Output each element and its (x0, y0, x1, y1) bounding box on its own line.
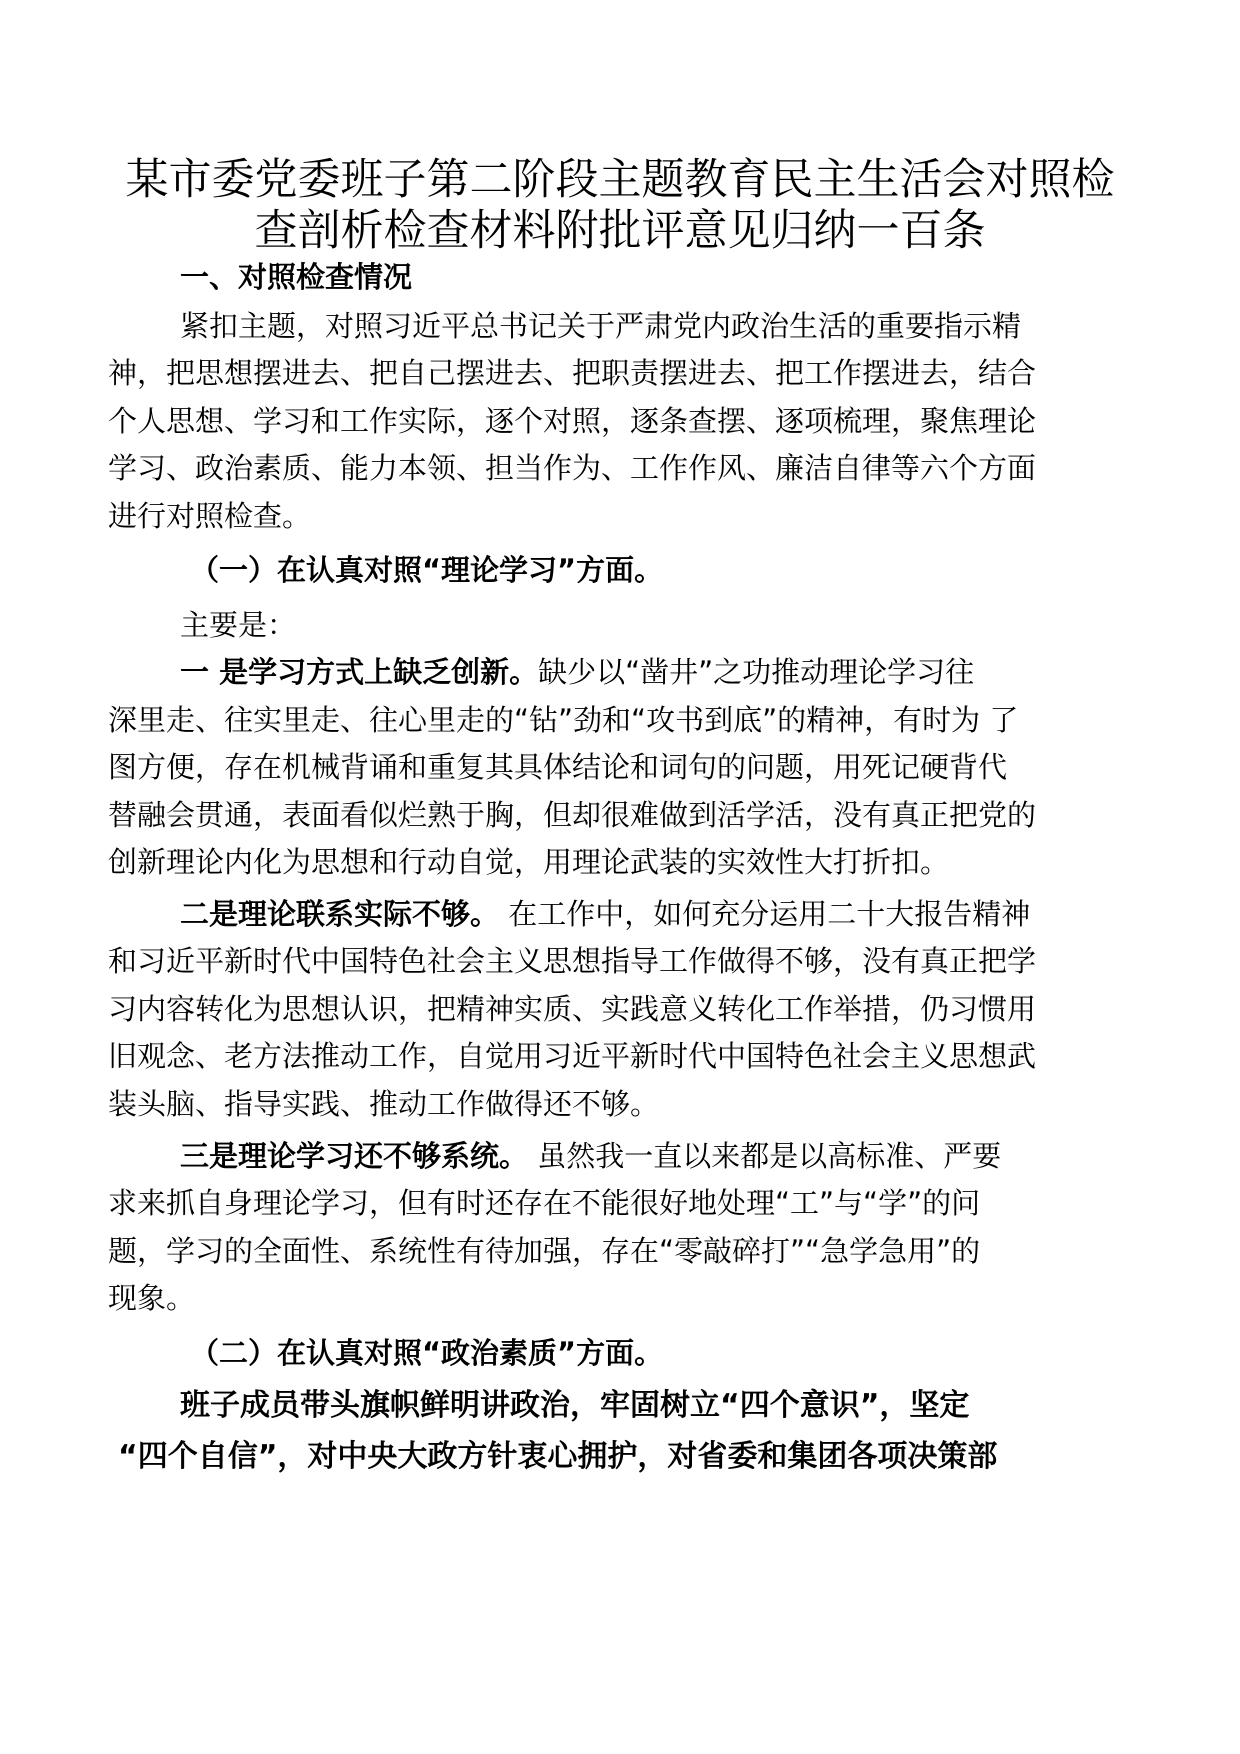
point-2-line-2: 和习近平新时代中国特色社会主义思想指导工作做得不够，没有真正把学 (108, 944, 1037, 978)
point-2-first-rest: 在工作中，如何充分运用二十大报告精神 (499, 897, 1031, 931)
closing-line-2: “四个自信”，对中央大政方针衷心拥护，对省委和集团各项决策部 (118, 1439, 998, 1474)
intro-line-2: 神，把思想摆进去、把自己摆进去、把职责摆进去、把工作摆进去，结合 (108, 356, 1037, 390)
point-1-line-2: 深里走、往实里走、往心里走的“钻”劲和“攻书到底”的精神，有时为 了 (108, 703, 1019, 737)
point-3-line-3: 题，学习的全面性、系统性有待加强，存在“零敲碎打”“急学急用”的 (108, 1234, 981, 1268)
point-3-line-2: 求来抓自身理论学习，但有时还存在不能很好地处理“工”与“学”的问 (108, 1186, 981, 1220)
point-1-first-line (180, 652, 974, 692)
subsection-heading-1: （一）在认真对照“理论学习”方面。 (190, 553, 664, 587)
subsection-heading-2: （二）在认真对照“政治素质”方面。 (190, 1336, 664, 1370)
point-2-line-5: 装头脑、指导实践、推动工作做得还不够。 (108, 1087, 660, 1121)
point-2-line-3: 习内容转化为思想认识，把精神实质、实践意义转化工作举措，仍习惯用 (108, 992, 1037, 1026)
section-heading-1: 一、对照检查情况 (180, 260, 413, 294)
point-1-line-3: 图方便，存在机械背诵和重复其具体结论和词句的问题，用死记硬背代 (108, 750, 1008, 784)
document-title-line-1: 某市委党委班子第二阶段主题教育民主生活会对照检 (125, 155, 1115, 205)
intro-line-5: 进行对照检查。 (108, 499, 312, 533)
point-3-lead: 三是理论学习还不够系统。 (180, 1139, 529, 1173)
point-2-lead: 二是理论联系实际不够。 (180, 897, 500, 931)
point-2-first-line (180, 894, 1030, 934)
closing-line-1: 班子成员带头旗帜鲜明讲政治，牢固树立“四个意识”，坚定 (180, 1388, 970, 1423)
document-title-line-2: 查剖析检查材料附批评意见归纳一百条 (254, 206, 986, 256)
intro-line-1: 紧扣主题，对照习近平总书记关于严肃党内政治生活的重要指示精 (180, 309, 1022, 343)
point-3-first-rest: 虽然我一直以来都是以高标准、严要 (528, 1139, 1002, 1173)
point-1-first-rest: 缺少以“凿井”之功推动理论学习往 (538, 655, 975, 689)
point-2-line-4: 旧观念、老方法推动工作，自觉用习近平新时代中国特色社会主义思想武 (108, 1039, 1037, 1073)
main-label: 主要是： (180, 608, 297, 642)
point-1-line-5: 创新理论内化为思想和行动自觉，用理论武装的实效性大打折扣。 (108, 845, 950, 879)
point-1-lead: 一 是学习方式上缺乏创新。 (180, 655, 539, 689)
intro-line-3: 个人思想、学习和工作实际，逐个对照，逐条查摆、逐项梳理，聚焦理论 (108, 404, 1037, 438)
point-3-line-4: 现象。 (108, 1281, 196, 1315)
point-3-first-line (180, 1136, 1001, 1176)
point-1-line-4: 替融会贯通，表面看似烂熟于胸，但却很难做到活学活，没有真正把党的 (108, 798, 1037, 832)
intro-line-4: 学习、政治素质、能力本领、担当作为、工作作风、廉洁自律等六个方面 (108, 451, 1037, 485)
